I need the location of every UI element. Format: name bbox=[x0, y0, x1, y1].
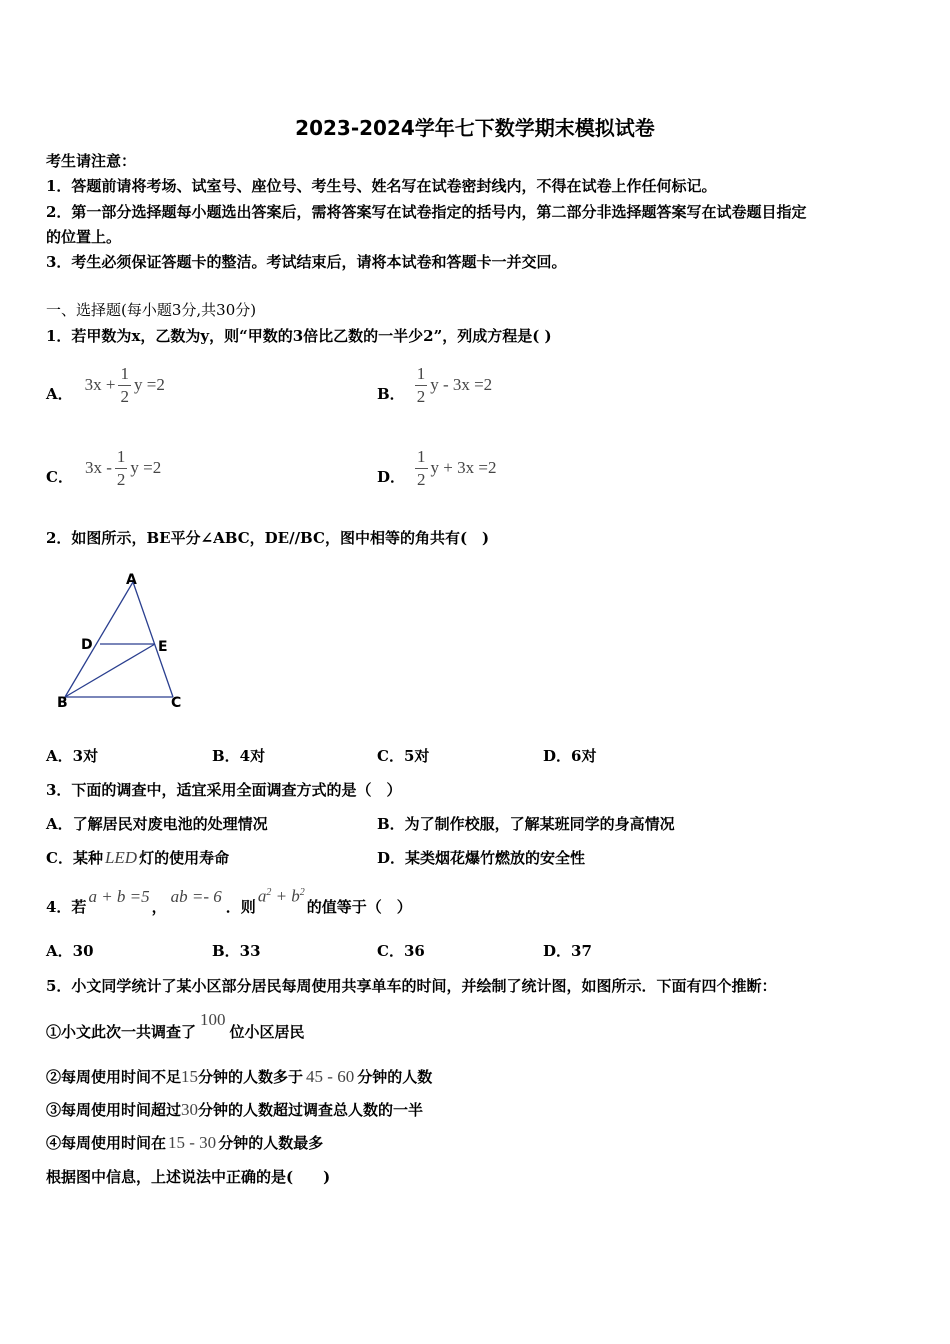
notice-heading: 考生请注意： bbox=[46, 152, 137, 170]
q4-expr-plus-b: + b bbox=[271, 887, 300, 906]
q5-s1-pre: ①小文此次一共调查了 bbox=[46, 1023, 197, 1041]
q5-statement-2 bbox=[46, 1067, 432, 1087]
q4-mid: ．则 bbox=[225, 898, 256, 916]
q1-option-b-den: 2 bbox=[416, 386, 426, 406]
q1-option-d-num: 1 bbox=[415, 446, 428, 469]
q3-option-d: D．某类烟花爆竹燃放的安全性 bbox=[377, 849, 586, 867]
label-a: A bbox=[126, 572, 137, 588]
notice-item-2: 2．第一部分选择题每小题选出答案后，需将答案写在试卷指定的括号内，第二部分非选择题答案写在试卷题目指定 bbox=[46, 203, 807, 221]
q1-option-d-label: D． bbox=[377, 468, 406, 486]
q4-comma: ， bbox=[151, 898, 167, 916]
q3-option-c-post: 灯的使用寿命 bbox=[139, 849, 230, 867]
q5-s3-pre: ③每周使用时间超过 bbox=[46, 1101, 182, 1119]
q1-option-a-label: A． bbox=[46, 385, 73, 403]
q5-s4-num: 15 - 30 bbox=[168, 1133, 217, 1152]
q3-option-c-led: LED bbox=[104, 848, 138, 867]
q1-option-a-pre: 3x + bbox=[84, 375, 116, 394]
q1-option-c-pre: 3x - bbox=[84, 458, 112, 477]
q1-option-c-fraction bbox=[115, 446, 128, 491]
q1-option-a bbox=[46, 360, 165, 410]
section-heading: 一、选择题(每小题3分,共30分) bbox=[46, 301, 257, 319]
q1-option-d bbox=[377, 443, 496, 493]
q5-statement-4 bbox=[46, 1133, 323, 1153]
q4-cond2: ab =- 6 bbox=[170, 887, 222, 906]
q4-option-d: D．37 bbox=[543, 942, 592, 960]
q4-post: 的值等于（ ） bbox=[306, 898, 412, 916]
notice-item-3: 3．考生必须保证答题卡的整洁。考试结束后，请将本试卷和答题卡一并交回。 bbox=[46, 253, 567, 271]
q1-stem: 1．若甲数为x，乙数为y，则“甲数的3倍比乙数的一半少2”，列成方程是( ) bbox=[46, 327, 552, 345]
q2-option-b: B．4对 bbox=[212, 747, 266, 765]
q1-option-d-den: 2 bbox=[417, 469, 426, 489]
q4-pre: 4．若 bbox=[46, 898, 87, 916]
q5-s1-post: 位小区居民 bbox=[229, 1023, 305, 1041]
q2-option-a: A．3对 bbox=[46, 747, 99, 765]
q5-s2-post: 分钟的人数 bbox=[357, 1068, 433, 1086]
q4-cond1: a + b =5 bbox=[88, 887, 150, 906]
q1-option-c-den: 2 bbox=[116, 469, 126, 489]
q2-triangle-figure bbox=[50, 568, 200, 716]
q1-option-a-post: y =2 bbox=[133, 375, 165, 394]
q1-option-d-fraction bbox=[415, 446, 428, 491]
q5-s4-post: 分钟的人数最多 bbox=[218, 1134, 324, 1152]
label-b: B bbox=[57, 695, 68, 711]
label-e: E bbox=[158, 639, 168, 655]
q4-exp-1: 2 bbox=[266, 887, 272, 899]
q3-option-a: A．了解居民对废电池的处理情况 bbox=[46, 815, 268, 833]
q1-option-c-num: 1 bbox=[115, 446, 128, 469]
notice-item-1: 1．答题前请将考场、试室号、座位号、考生号、姓名写在试卷密封线内，不得在试卷上作任何标记。 bbox=[46, 177, 717, 195]
q1-option-a-den: 2 bbox=[120, 386, 129, 406]
segment-ab bbox=[65, 582, 133, 697]
q3-option-c bbox=[46, 848, 229, 868]
q4-option-c: C．36 bbox=[377, 942, 425, 960]
q5-question: 根据图中信息，上述说法中正确的是( ) bbox=[46, 1168, 331, 1186]
q5-s2-mid: 分钟的人数多于 bbox=[198, 1068, 304, 1086]
q1-option-a-fraction bbox=[118, 363, 131, 408]
q5-s2-num1: 15 bbox=[181, 1067, 199, 1086]
q2-stem: 2．如图所示，BE平分∠ABC，DE//BC，图中相等的角共有( ) bbox=[46, 529, 490, 547]
q1-option-b bbox=[377, 360, 492, 410]
q5-s2-pre: ②每周使用时间不足 bbox=[46, 1068, 182, 1086]
q5-s1-num: 100 bbox=[200, 1010, 226, 1029]
segment-be bbox=[65, 644, 155, 697]
notice-item-2-cont: 的位置上。 bbox=[46, 228, 122, 246]
q4-expression bbox=[258, 883, 305, 907]
q4-option-b: B．33 bbox=[212, 942, 261, 960]
q1-option-a-num: 1 bbox=[118, 363, 131, 386]
q5-statement-1 bbox=[46, 1010, 305, 1042]
q1-option-b-fraction bbox=[415, 363, 428, 408]
q5-s3-post: 分钟的人数超过调查总人数的一半 bbox=[198, 1101, 424, 1119]
q5-s3-num: 30 bbox=[181, 1100, 199, 1119]
q1-option-c bbox=[46, 443, 161, 493]
q1-option-c-post: y =2 bbox=[130, 458, 162, 477]
q4-exp-2: 2 bbox=[299, 887, 305, 899]
q1-option-b-num: 1 bbox=[415, 363, 428, 386]
q4-stem bbox=[46, 883, 412, 917]
q2-option-d: D．6对 bbox=[543, 747, 597, 765]
q1-option-c-label: C． bbox=[46, 468, 73, 486]
q5-s2-num2: 45 - 60 bbox=[306, 1067, 355, 1086]
q5-s4-pre: ④每周使用时间在 bbox=[46, 1134, 167, 1152]
label-d: D bbox=[81, 637, 93, 653]
q4-expr-a: a bbox=[257, 887, 267, 906]
q3-option-c-pre: C．某种 bbox=[46, 849, 103, 867]
q3-stem: 3．下面的调查中，适宜采用全面调查方式的是（ ） bbox=[46, 781, 402, 799]
q1-option-b-label: B． bbox=[377, 385, 405, 403]
q1-option-d-post: y + 3x =2 bbox=[430, 458, 497, 477]
page-title: 2023-2024学年七下数学期末模拟试卷 bbox=[295, 116, 655, 140]
q3-option-b: B．为了制作校服，了解某班同学的身高情况 bbox=[377, 815, 675, 833]
q5-stem: 5．小文同学统计了某小区部分居民每周使用共享单车的时间，并绘制了统计图，如图所示．下面有四个推断： bbox=[46, 977, 777, 995]
q4-option-a: A．30 bbox=[46, 942, 94, 960]
label-c: C bbox=[171, 695, 182, 711]
q1-option-b-post: y - 3x =2 bbox=[430, 375, 493, 394]
q5-statement-3 bbox=[46, 1100, 423, 1120]
q2-option-c: C．5对 bbox=[377, 747, 430, 765]
